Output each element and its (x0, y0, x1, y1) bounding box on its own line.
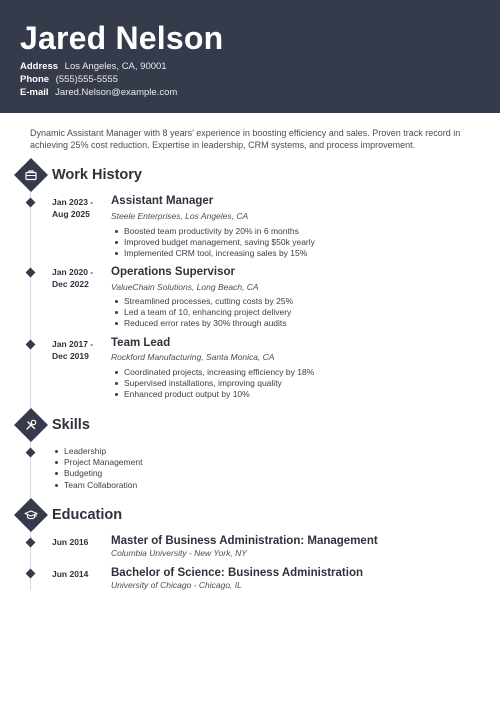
section-title-education: Education (52, 507, 123, 523)
education-school: University of Chicago - Chicago, IL (111, 580, 242, 590)
list-item: Implemented CRM tool, increasing sales by 15% (114, 248, 315, 259)
address-label: Address (20, 61, 59, 72)
timeline-marker (26, 268, 36, 278)
section-title-work-history: Work History (52, 167, 142, 183)
timeline-marker (26, 448, 36, 458)
job-company: Rockford Manufacturing, Santa Monica, CA (111, 352, 275, 362)
briefcase-icon (14, 158, 48, 192)
skills-list (54, 446, 142, 491)
phone-label: Phone (20, 74, 50, 85)
job-bullets (114, 296, 293, 330)
list-item: Budgeting (54, 468, 142, 479)
list-item: Led a team of 10, enhancing project delivery (114, 307, 293, 318)
job-bullets (114, 367, 314, 401)
list-item: Project Management (54, 457, 142, 468)
job-date-end: Dec 2022 (52, 279, 89, 289)
list-item: Team Collaboration (54, 480, 142, 491)
timeline-marker (26, 340, 36, 350)
job-company: ValueChain Solutions, Long Beach, CA (111, 282, 259, 292)
email-value[interactable]: Jared.Nelson@example.com (55, 87, 178, 98)
education-date: Jun 2016 (52, 537, 89, 547)
job-title: Operations Supervisor (111, 266, 235, 278)
job-date-end: Dec 2019 (52, 351, 89, 361)
list-item: Leadership (54, 446, 142, 457)
contact-address (20, 61, 167, 73)
email-label: E-mail (20, 87, 49, 98)
job-title: Assistant Manager (111, 195, 214, 207)
contact-email (20, 87, 177, 99)
education-school: Columbia University - New York, NY (111, 548, 247, 558)
section-title-skills: Skills (52, 417, 90, 433)
education-degree: Master of Business Administration: Management (111, 535, 378, 547)
timeline-marker (26, 569, 36, 579)
education-date: Jun 2014 (52, 569, 89, 579)
list-item: Coordinated projects, increasing efficiency by 18% (114, 367, 314, 378)
contact-phone (20, 74, 118, 86)
job-date-start: Jan 2023 - (52, 197, 94, 207)
job-date-end: Aug 2025 (52, 209, 90, 219)
list-item: Supervised installations, improving quality (114, 378, 314, 389)
job-title: Team Lead (111, 337, 171, 349)
education-degree: Bachelor of Science: Business Administration (111, 567, 363, 579)
list-item: Improved budget management, saving $50k yearly (114, 237, 315, 248)
timeline-marker (26, 538, 36, 548)
job-date-start: Jan 2017 - (52, 339, 94, 349)
job-bullets (114, 226, 315, 260)
timeline-marker (26, 198, 36, 208)
job-date-start: Jan 2020 - (52, 267, 94, 277)
list-item: Boosted team productivity by 20% in 6 months (114, 226, 315, 237)
phone-value: (555)555-5555 (55, 74, 118, 85)
job-company: Steele Enterprises, Los Angeles, CA (111, 211, 249, 221)
tools-icon (14, 408, 48, 442)
list-item: Streamlined processes, cutting costs by 25% (114, 296, 293, 307)
list-item: Reduced error rates by 30% through audits (114, 318, 293, 329)
list-item: Enhanced product output by 10% (114, 389, 314, 400)
professional-summary: Dynamic Assistant Manager with 8 years' experience in boosting efficiency and sales. Proven track record in achieving 25% cost reduction. Expertise in leadership, CRM systems, and process improvement. (30, 128, 461, 150)
candidate-name: Jared Nelson (20, 20, 224, 56)
address-value: Los Angeles, CA, 90001 (64, 61, 167, 72)
graduation-cap-icon (14, 498, 48, 532)
resume-header (0, 0, 500, 113)
